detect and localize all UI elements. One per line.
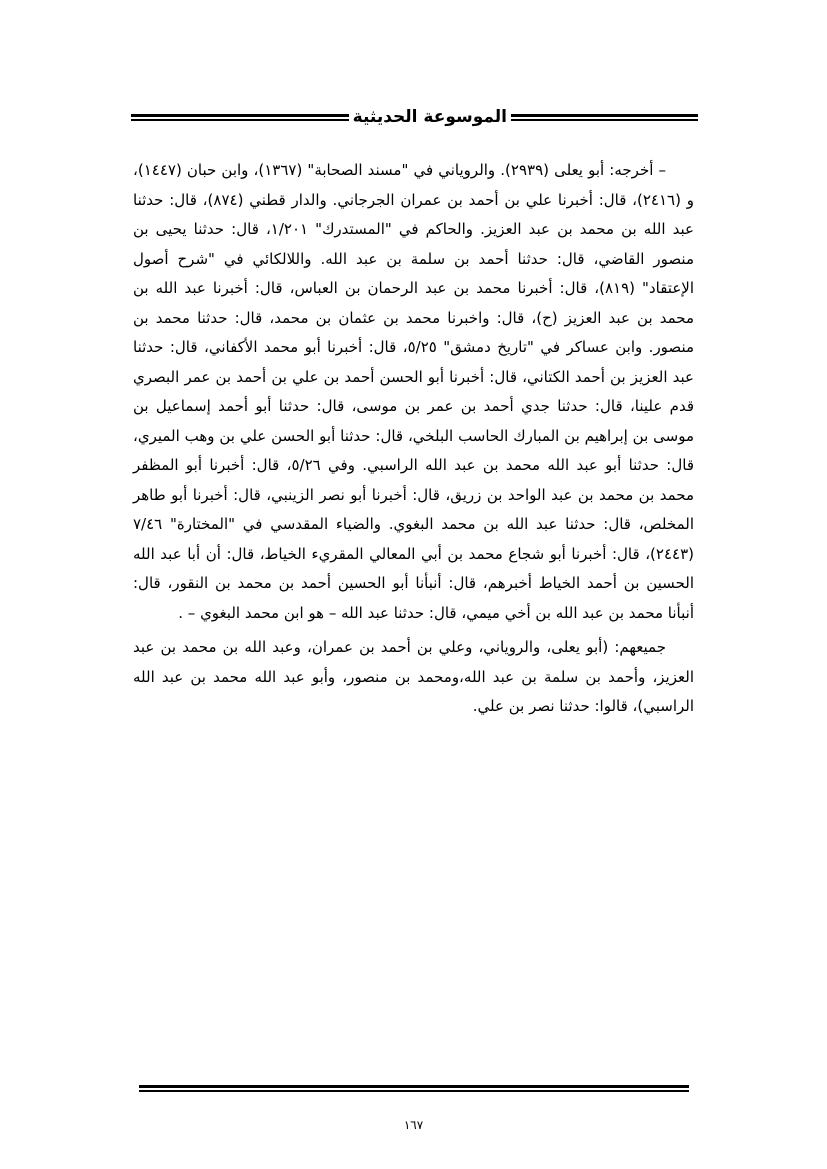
page-header — [131, 103, 698, 131]
paragraph-summary: جميعهم: (أبو يعلى، والروياني، وعلي بن أحمد بن عمران، وعبد الله بن محمد بن عبد العزيز، وأحمد بن سلمة بن عبد الله،ومحمد بن منصور، وأبو عبد الله محمد بن عبد الله الراسبي)، قالوا: حدثنا نصر بن علي. — [133, 638, 694, 715]
paragraph-takhrij: – أخرجه: أبو يعلى (٢٩٣٩). والروياني في "مسند الصحابة" (١٣٦٧)، وابن حبان (١٤٤٧)، و (٢٤١٦)، قال: أخبرنا علي بن أحمد بن عمران الجرجاني. والدار قطني (٨٧٤)، قال: حدثنا عبد الله بن محمد بن عبد العزيز. والحاكم في "المستدرك" ١/٢٠١، قال: حدثنا يحيى بن منصور القاضي، قال: حدثنا أحمد بن سلمة بن عبد الله. واللالكائي في "شرح أصول الإعتقاد" (٨١٩)، قال: أخبرنا محمد بن عبد الرحمان بن العباس، قال: أخبرنا عبد الله بن محمد بن عبد العزيز (ح)، قال: واخبرنا محمد بن عثمان بن محمد، قال: حدثنا محمد بن منصور. وابن عساكر في "تاريخ دمشق" ٥/٢٥، قال: أخبرنا أبو محمد الأكفاني، قال: حدثنا عبد العزيز بن أحمد الكتاني، قال: أخبرنا أبو الحسن أحمد بن علي بن أحمد بن عمر البصري قدم علينا، قال: حدثنا جدي أحمد بن عمر بن موسى، قال: حدثنا أبو أحمد إسماعيل بن موسى بن إبراهيم بن المبارك الحاسب البلخي، قال: حدثنا أبو الحسن علي بن وهب الميري، قال: حدثنا أبو عبد الله محمد بن عبد الله الراسبي. وفي ٥/٢٦، قال: أخبرنا أبو المظفر محمد بن محمد بن عبد الواحد بن زريق، قال: أخبرنا أبو نصر الزينبي، قال: أخبرنا أبو طاهر المخلص، قال: حدثنا عبد الله بن محمد البغوي. والضياء المقدسي في "المختارة" ٧/٤٦ (٢٤٤٣)، قال: أخبرنا أبو شجاع محمد بن أبي المعالي المقريء الخياط، قال: أن أبا عبد الله الحسين بن أحمد الخياط أخبرهم، قال: أنبأنا أبو الحسين أحمد بن محمد بن النقور، قال: أنبأنا محمد بن عبد الله بن أخي ميمي، قال: حدثنا عبد الله – هو ابن محمد البغوي – . — [133, 161, 695, 622]
header-title: الموسوعة الحديثية — [352, 107, 507, 127]
header-rule-right — [511, 114, 698, 121]
page-number: ١٦٧ — [403, 1118, 424, 1132]
page-body — [133, 156, 694, 722]
header-rule-left — [131, 114, 349, 121]
footer-rule — [139, 1085, 689, 1092]
